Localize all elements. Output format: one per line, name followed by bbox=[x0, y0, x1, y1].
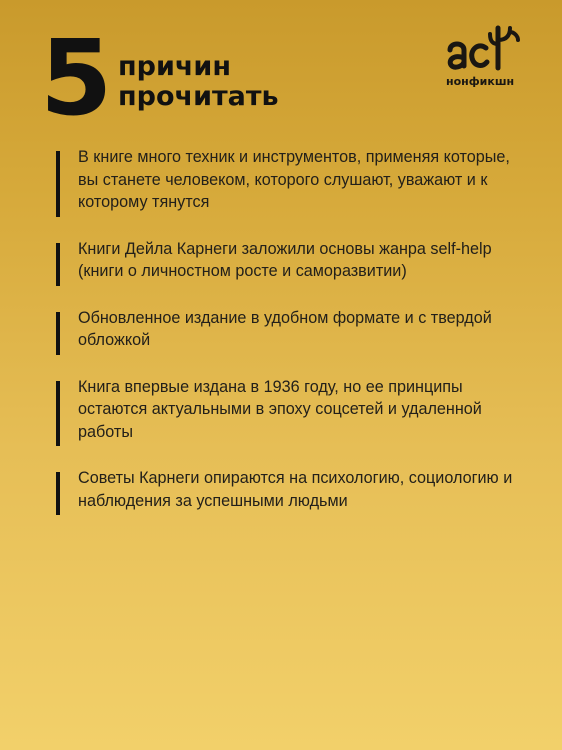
reasons-list bbox=[56, 146, 526, 536]
ast-logo bbox=[442, 20, 522, 98]
page-title bbox=[118, 52, 279, 112]
logo-subtitle: нонфикшн bbox=[446, 75, 515, 88]
list-item bbox=[56, 238, 526, 283]
accent-bar bbox=[56, 381, 60, 447]
list-item-text: Обновленное издание в удобном формате и с твердой обложкой bbox=[78, 308, 492, 349]
list-item-text: Книга впервые издана в 1936 году, но ее принципы остаются актуальными в эпоху соцсетей и удаленной работы bbox=[78, 377, 482, 441]
reasons-count: 5 bbox=[40, 17, 111, 139]
accent-bar bbox=[56, 472, 60, 515]
header bbox=[40, 17, 522, 140]
list-item-text: В книге много техник и инструментов, применяя которые, вы станете человеком, которого слушают, уважают и к которому тянутся bbox=[78, 148, 510, 211]
accent-bar bbox=[56, 151, 60, 217]
list-item-text: Советы Карнеги опираются на психологию, социологию и наблюдения за успешными людьми bbox=[78, 469, 513, 510]
list-item-text: Книги Дейла Карнеги заложили основы жанра self-help (книги о личностном росте и саморазвитии) bbox=[78, 239, 492, 280]
list-item bbox=[56, 376, 526, 444]
list-item bbox=[56, 146, 526, 214]
title-line-2: прочитать bbox=[118, 81, 279, 112]
list-item bbox=[56, 467, 526, 512]
list-item bbox=[56, 307, 526, 352]
accent-bar bbox=[56, 243, 60, 286]
ast-logo-icon bbox=[442, 20, 522, 78]
title-line-1: причин bbox=[118, 51, 232, 82]
accent-bar bbox=[56, 312, 60, 355]
